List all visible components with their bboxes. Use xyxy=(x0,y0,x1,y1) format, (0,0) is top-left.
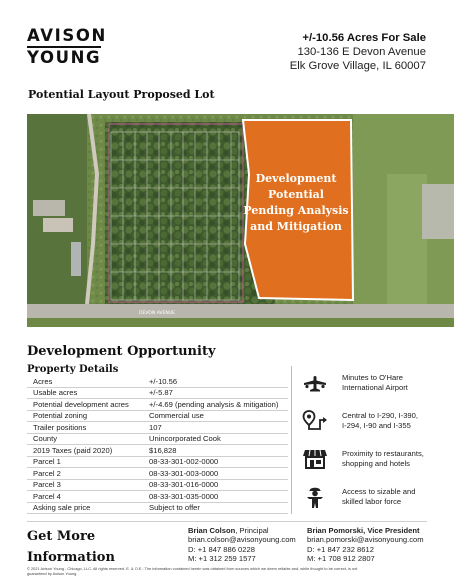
devon-avenue-road xyxy=(27,304,454,318)
overlay-text-2: Potential xyxy=(268,188,324,201)
table-row xyxy=(27,480,288,492)
detail-key: Asking sale price xyxy=(33,503,91,513)
overlay-text-3: Pending Analysis xyxy=(243,204,349,217)
detail-value: 08-33-301-003-0000 xyxy=(149,468,219,478)
table-row xyxy=(27,434,288,446)
contact-direct-phone: D: +1 847 886 0228 xyxy=(188,544,255,554)
worker-icon xyxy=(300,484,330,510)
detail-key: Parcel 2 xyxy=(33,468,61,478)
contact-brian-colson xyxy=(188,526,296,564)
contact-email[interactable]: brian.colson@avisonyoung.com xyxy=(188,535,296,545)
contact-email[interactable]: brian.pomorski@avisonyoung.com xyxy=(307,535,424,545)
detail-value: $16,828 xyxy=(149,445,177,455)
feature-restaurants xyxy=(300,446,450,472)
feature-line1: Central to I-290, I-390, xyxy=(342,411,418,421)
table-row xyxy=(27,376,288,388)
detail-value: +/-5.87 xyxy=(149,388,173,398)
overlay-text-4: and Mitigation xyxy=(250,220,342,233)
overlay-text-1: Development xyxy=(255,172,337,185)
detail-key: Parcel 4 xyxy=(33,491,61,501)
detail-key: Acres xyxy=(33,376,53,386)
detail-value: Subject to offer xyxy=(149,503,200,513)
contact-name: Brian Pomorski, Vice President xyxy=(307,526,420,535)
contact-direct-phone: D: +1 847 232 8612 xyxy=(307,544,374,554)
column-divider xyxy=(291,366,292,514)
table-row xyxy=(27,445,288,457)
detail-key: Parcel 3 xyxy=(33,480,61,490)
table-row xyxy=(27,411,288,423)
aerial-site-map xyxy=(27,114,454,327)
map-pin-icon xyxy=(300,408,330,434)
logo-line1: AVISON xyxy=(27,26,107,45)
detail-key: Trailer positions xyxy=(33,422,87,432)
detail-value: +/-10.56 xyxy=(149,376,178,386)
detail-value: 08-33-301-016-0000 xyxy=(149,480,219,490)
property-details-title: Property Details xyxy=(27,364,119,375)
feature-line2: shopping and hotels xyxy=(342,459,410,468)
table-row xyxy=(27,491,288,503)
feature-airport xyxy=(300,370,450,396)
legal-disclaimer xyxy=(27,566,437,576)
contact-mobile-phone: M: +1 708 912 2807 xyxy=(307,554,375,564)
contact-brian-pomorski xyxy=(307,526,424,564)
disclaimer-line1: © 2021 Avison Young - Chicago, LLC. All rights reserved. E. & O.E.: The information contained herein was obtained from sources which we deem reliable and, while thought to be correct, is not xyxy=(27,566,358,571)
detail-value: +/-4.69 (pending analysis & mitigation) xyxy=(149,399,279,409)
detail-key: Potential zoning xyxy=(33,411,88,421)
contact-mobile-phone: M: +1 312 259 1577 xyxy=(188,554,256,564)
opportunity-title: Development Opportunity xyxy=(27,344,216,359)
airplane-icon xyxy=(300,370,330,396)
layout-section-title: Potential Layout Proposed Lot xyxy=(28,88,215,101)
feature-line1: Minutes to O'Hare xyxy=(342,373,403,383)
detail-key: 2019 Taxes (paid 2020) xyxy=(33,445,113,455)
table-row xyxy=(27,388,288,400)
feature-line2: International Airport xyxy=(342,383,408,392)
detail-key: Parcel 1 xyxy=(33,457,61,467)
listing-headline: +/-10.56 Acres For Sale xyxy=(302,32,426,44)
feature-line1: Access to sizable and xyxy=(342,487,416,497)
address-line2: Elk Grove Village, IL 60007 xyxy=(289,60,426,72)
detail-value: 08-33-301-035-0000 xyxy=(149,491,219,501)
contact-name: Brian Colson xyxy=(188,526,236,535)
feature-line2: I-294, I-90 and I-355 xyxy=(342,421,411,430)
logo-line2: YOUNG xyxy=(27,48,102,67)
listing-header xyxy=(290,31,426,73)
detail-value: Unincorporated Cook xyxy=(149,434,221,444)
table-row xyxy=(27,457,288,469)
storefront-icon xyxy=(300,446,330,472)
address-line1: 130-136 E Devon Avenue xyxy=(297,46,426,58)
detail-key: County xyxy=(33,434,58,444)
detail-key: Potential development acres xyxy=(33,399,129,409)
road-label: DEVON AVENUE xyxy=(139,311,175,316)
table-row xyxy=(27,468,288,480)
get-more-line2: Information xyxy=(27,550,115,565)
footer-divider xyxy=(27,521,427,522)
table-row xyxy=(27,422,288,434)
disclaimer-line2: guaranteed by Avison Young. xyxy=(27,571,78,576)
detail-key: Usable acres xyxy=(33,388,78,398)
table-row xyxy=(27,399,288,411)
contact-title: , Principal xyxy=(235,526,269,535)
property-details-table xyxy=(27,376,288,514)
detail-value: 107 xyxy=(149,422,162,432)
detail-value: 08-33-301-002-0000 xyxy=(149,457,219,467)
feature-line1: Proximity to restaurants, xyxy=(342,449,424,459)
building-shape xyxy=(33,200,65,216)
feature-highways xyxy=(300,408,450,434)
get-more-information xyxy=(27,526,115,568)
feature-labor xyxy=(300,484,450,510)
table-row xyxy=(27,503,288,515)
detail-value: Commercial use xyxy=(149,411,204,421)
feature-line2: skilled labor force xyxy=(342,497,402,506)
avison-young-logo xyxy=(27,26,107,69)
get-more-line1: Get More xyxy=(27,529,96,544)
